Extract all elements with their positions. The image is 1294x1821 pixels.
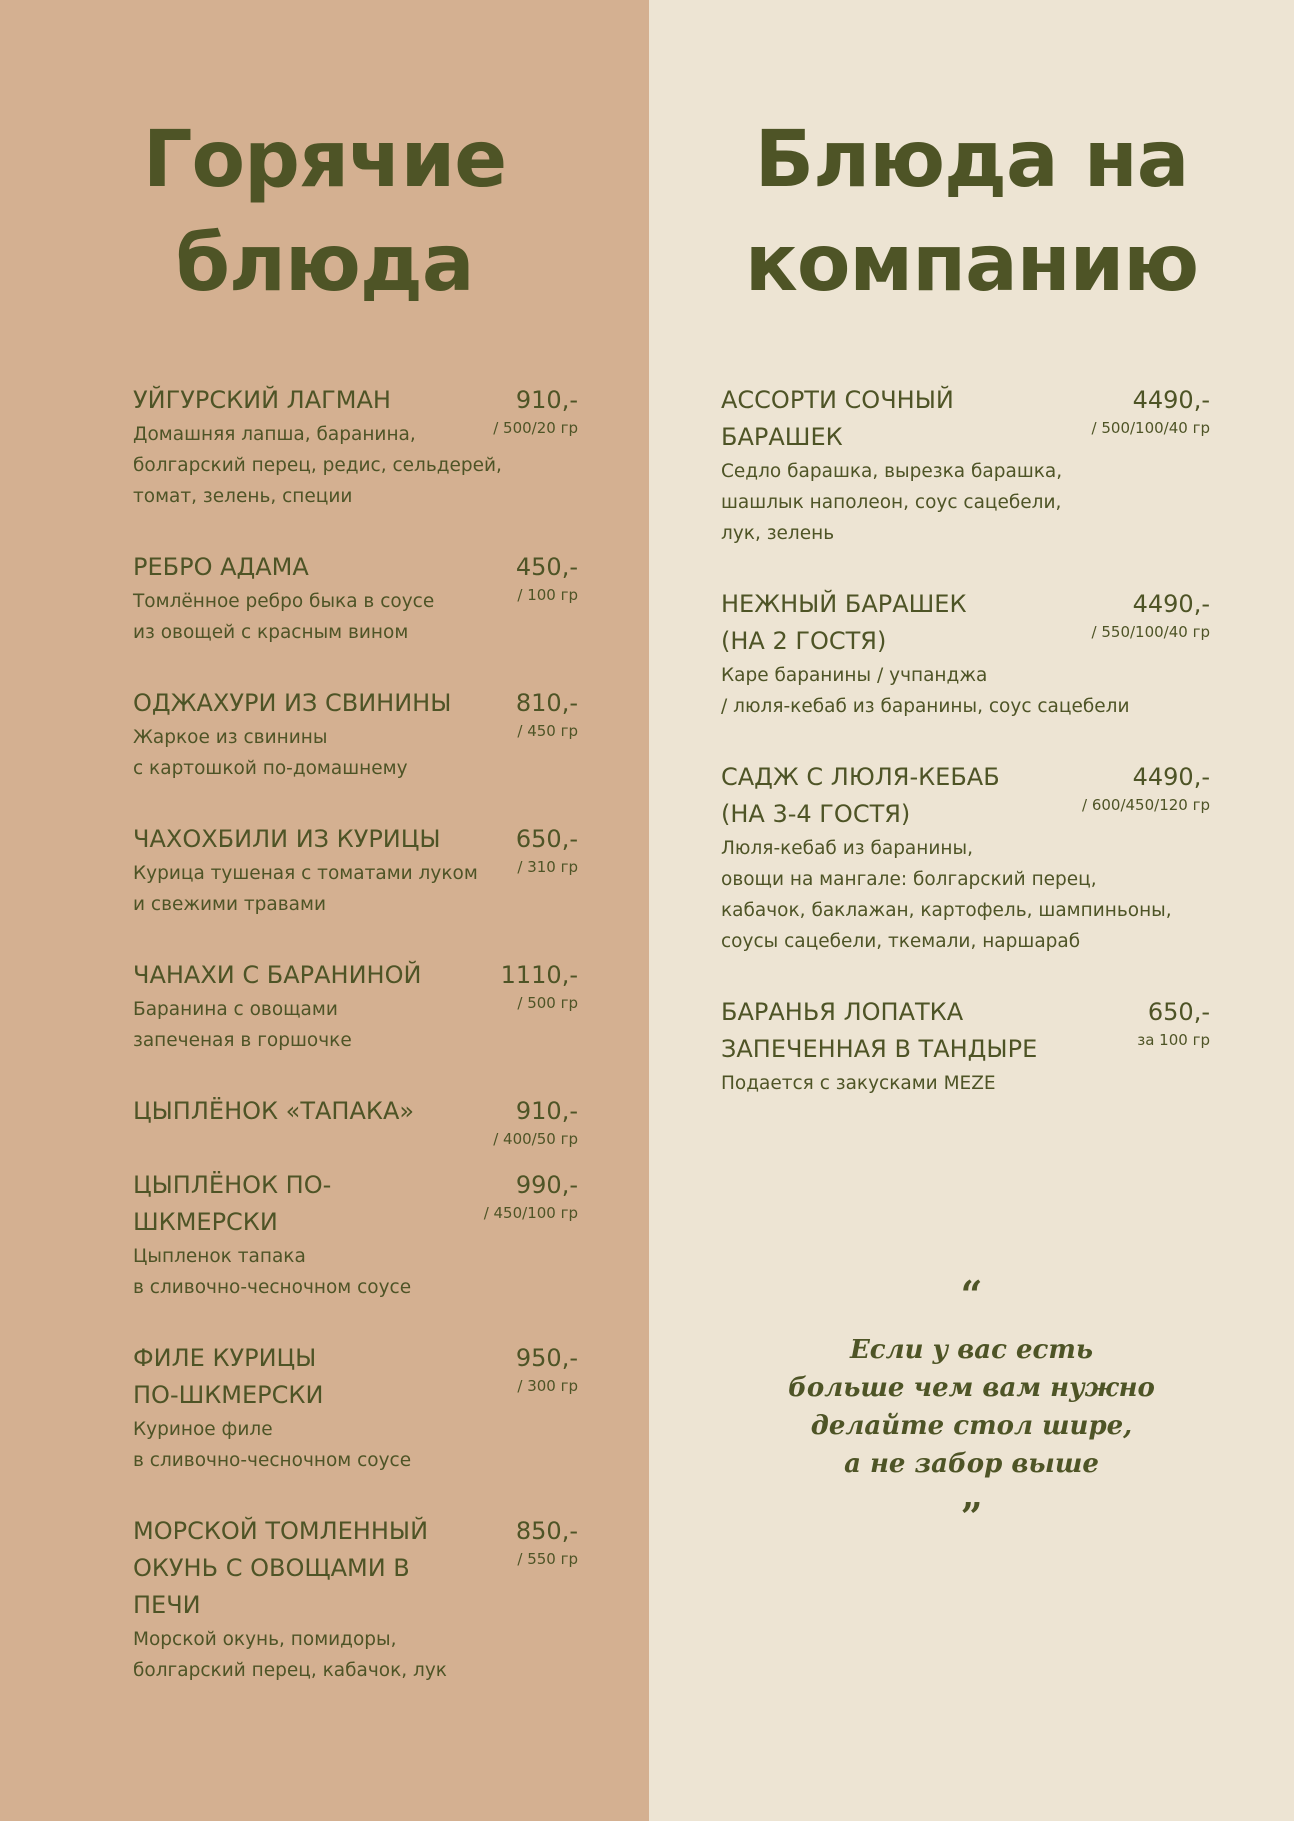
menu-item (721, 586, 1210, 722)
dish-price: 850,- (515, 1517, 578, 1545)
group-dishes-menu (721, 382, 1210, 1136)
title-line: Блюда на (754, 115, 1189, 205)
dish-price: 950,- (515, 1344, 578, 1372)
quote-line: больше чем вам нужно (788, 1373, 1155, 1403)
dish-name: АССОРТИ СОЧНЫЙ БАРАШЕК (721, 386, 954, 451)
dish-price: 4490,- (1132, 590, 1210, 618)
dish-weight: / 500/20 гр (493, 419, 578, 437)
dish-weight: / 600/450/120 гр (1082, 796, 1210, 814)
dish-weight: / 550 гр (517, 1550, 578, 1568)
dish-price: 990,- (515, 1171, 578, 1199)
dish-name: ЦЫПЛЁНОК «ТАПАКА» (133, 1097, 415, 1125)
quote-block (649, 1272, 1294, 1539)
dish-price: 650,- (515, 825, 578, 853)
dish-price: 450,- (515, 553, 578, 581)
quote-text (649, 1331, 1294, 1483)
dish-price: 910,- (515, 1097, 578, 1125)
menu-item (721, 994, 1210, 1099)
menu-item (133, 382, 578, 512)
quote-line: делайте стол шире, (810, 1411, 1133, 1441)
menu-item (721, 759, 1210, 957)
dish-name: ОДЖАХУРИ ИЗ СВИНИНЫ (133, 689, 452, 717)
dish-name: ФИЛЕ КУРИЦЫ ПО-ШКМЕРСКИ (133, 1344, 324, 1409)
open-quote-mark: “ (960, 1272, 983, 1317)
dish-description: Домашняя лапша, баранина, болгарский перец, редис, сельдерей, томат, зелень, специи (133, 424, 502, 507)
title-line: блюда (175, 219, 474, 309)
group-dishes-panel (649, 0, 1294, 1821)
quote-line: Если у вас есть (849, 1335, 1094, 1365)
dish-description: Цыпленок тапака в сливочно-чесночном соусе (133, 1246, 412, 1298)
dish-weight: за 100 гр (1137, 1031, 1210, 1049)
menu-item (133, 821, 578, 920)
dish-price: 810,- (515, 689, 578, 717)
title-line: Горячие (142, 115, 507, 205)
dish-weight: / 300 гр (517, 1377, 578, 1395)
close-quote-mark: ” (960, 1494, 983, 1539)
dish-weight: / 450 гр (517, 722, 578, 740)
menu-item (133, 1513, 578, 1686)
dish-name: САДЖ С ЛЮЛЯ-КЕБАБ (НА 3-4 ГОСТЯ) (721, 763, 1000, 828)
title-line: компанию (744, 219, 1199, 309)
dish-weight: / 550/100/40 гр (1091, 623, 1210, 641)
hot-dishes-title (0, 108, 649, 316)
quote-line: а не забор выше (844, 1449, 1099, 1479)
menu-item (133, 1093, 578, 1148)
dish-description: Седло барашка, вырезка барашка, шашлык наполеон, соус сацебели, лук, зелень (721, 461, 1063, 544)
dish-weight: / 500/100/40 гр (1091, 419, 1210, 437)
dish-description: Томлённое ребро быка в соусе из овощей с красным вином (133, 591, 435, 643)
dish-description: Люля-кебаб из баранины, овощи на мангале: болгарский перец, кабачок, баклажан, картофель, шампиньоны, соусы сацебели, ткемали, наршараб (721, 838, 1172, 952)
dish-description: Каре баранины / учпанджа / люля-кебаб из баранины, соус сацебели (721, 665, 1130, 717)
dish-name: ЧАХОХБИЛИ ИЗ КУРИЦЫ (133, 825, 441, 853)
dish-name: БАРАНЬЯ ЛОПАТКА ЗАПЕЧЕННАЯ В ТАНДЫРЕ (721, 998, 1038, 1063)
dish-name: ЦЫПЛЁНОК ПО-ШКМЕРСКИ (133, 1171, 332, 1236)
dish-description: Подается с закусками MEZE (721, 1073, 996, 1094)
group-dishes-title (649, 108, 1294, 316)
dish-price: 4490,- (1132, 763, 1210, 791)
dish-description: Куриное филе в сливочно-чесночном соусе (133, 1419, 412, 1471)
dish-description: Жаркое из свинины с картошкой по-домашнему (133, 727, 408, 779)
dish-price: 910,- (515, 386, 578, 414)
dish-description: Курица тушеная с томатами луком и свежими травами (133, 863, 478, 915)
dish-weight: / 450/100 гр (483, 1204, 578, 1222)
dish-price: 1110,- (500, 961, 578, 989)
menu-item (133, 957, 578, 1056)
menu-item (133, 1340, 578, 1476)
menu-item (133, 685, 578, 784)
dish-weight: / 400/50 гр (493, 1130, 578, 1148)
dish-name: НЕЖНЫЙ БАРАШЕК (НА 2 ГОСТЯ) (721, 590, 967, 655)
dish-price: 4490,- (1132, 386, 1210, 414)
hot-dishes-menu (133, 382, 578, 1723)
menu-item (721, 382, 1210, 549)
dish-name: РЕБРО АДАМА (133, 553, 309, 581)
dish-price: 650,- (1147, 998, 1210, 1026)
menu-item (133, 549, 578, 648)
dish-name: МОРСКОЙ ТОМЛЕННЫЙ ОКУНЬ С ОВОЩАМИ В ПЕЧИ (133, 1517, 429, 1619)
dish-weight: / 310 гр (517, 858, 578, 876)
dish-name: УЙГУРСКИЙ ЛАГМАН (133, 386, 391, 414)
dish-description: Баранина с овощами запеченая в горшочке (133, 999, 352, 1051)
dish-weight: / 500 гр (517, 994, 578, 1012)
dish-description: Морской окунь, помидоры, болгарский перец, кабачок, лук (133, 1629, 447, 1681)
dish-weight: / 100 гр (517, 586, 578, 604)
menu-item (133, 1167, 578, 1303)
dish-name: ЧАНАХИ С БАРАНИНОЙ (133, 961, 422, 989)
